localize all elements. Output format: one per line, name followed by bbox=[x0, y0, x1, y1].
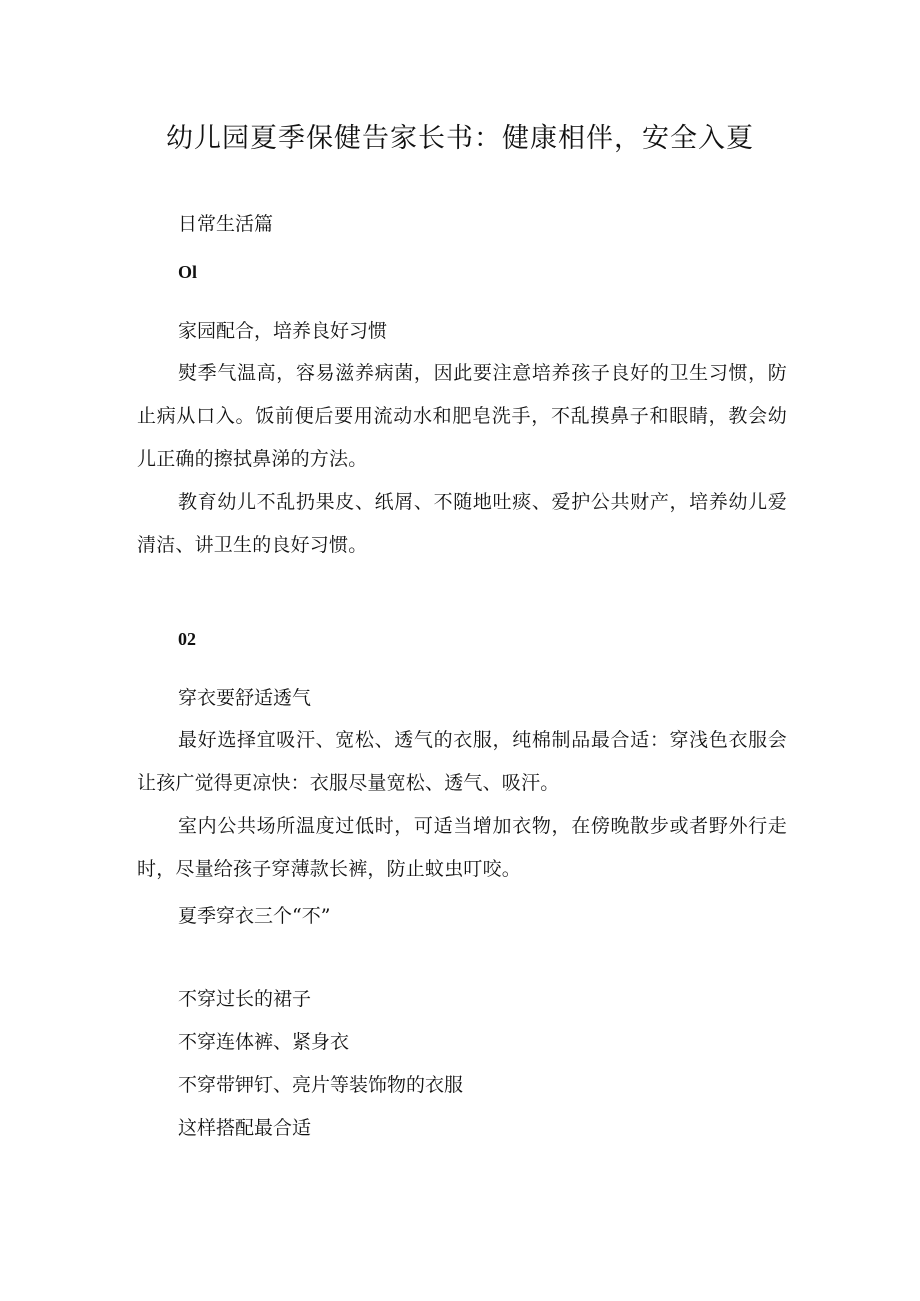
document-title: 幼儿园夏季保健告家长书：健康相伴，安全入夏 bbox=[166, 123, 754, 154]
part-number-2: 02 bbox=[178, 629, 196, 649]
part-heading-1: 家园配合，培养良好习惯 bbox=[178, 320, 388, 342]
list-item: 不穿连体裤、紧身衣 bbox=[178, 1031, 350, 1053]
part-number-1: Ol bbox=[178, 262, 198, 282]
part-heading-2: 穿衣要舒适透气 bbox=[178, 687, 312, 709]
paragraph-cleanliness: 教育幼儿不乱扔果皮、纸屑、不随地吐痰、爱护公共财产，培养幼儿爱清洁、讲卫生的良好习惯。 bbox=[137, 491, 787, 556]
closing-line: 这样搭配最合适 bbox=[178, 1117, 312, 1139]
list-item: 不穿过长的裙子 bbox=[178, 988, 312, 1010]
list-item: 不穿带钾钉、亮片等装饰物的衣服 bbox=[178, 1074, 464, 1096]
paragraph-clothing: 最好选择宜吸汗、宽松、透气的衣服，纯棉制品最合适：穿浅色衣服会让孩广觉得更凉快：衣服尽量宽松、透气、吸汗。 bbox=[137, 729, 787, 794]
section-heading: 日常生活篇 bbox=[178, 213, 274, 235]
paragraph-indoor: 室内公共场所温度过低时，可适当增加衣物，在傍晚散步或者野外行走时，尽量给孩子穿薄款长裤，防止蚊虫叮咬。 bbox=[137, 815, 787, 880]
paragraph-hygiene: 熨季气温高，容易滋养病菌，因此要注意培养孩子良好的卫生习惯，防止病从口入。饭前便后要用流动水和肥皂洗手，不乱摸鼻子和眼睛，教会幼儿正确的擦拭鼻涕的方法。 bbox=[137, 362, 787, 470]
three-no-heading: 夏季穿衣三个“不” bbox=[178, 905, 331, 927]
